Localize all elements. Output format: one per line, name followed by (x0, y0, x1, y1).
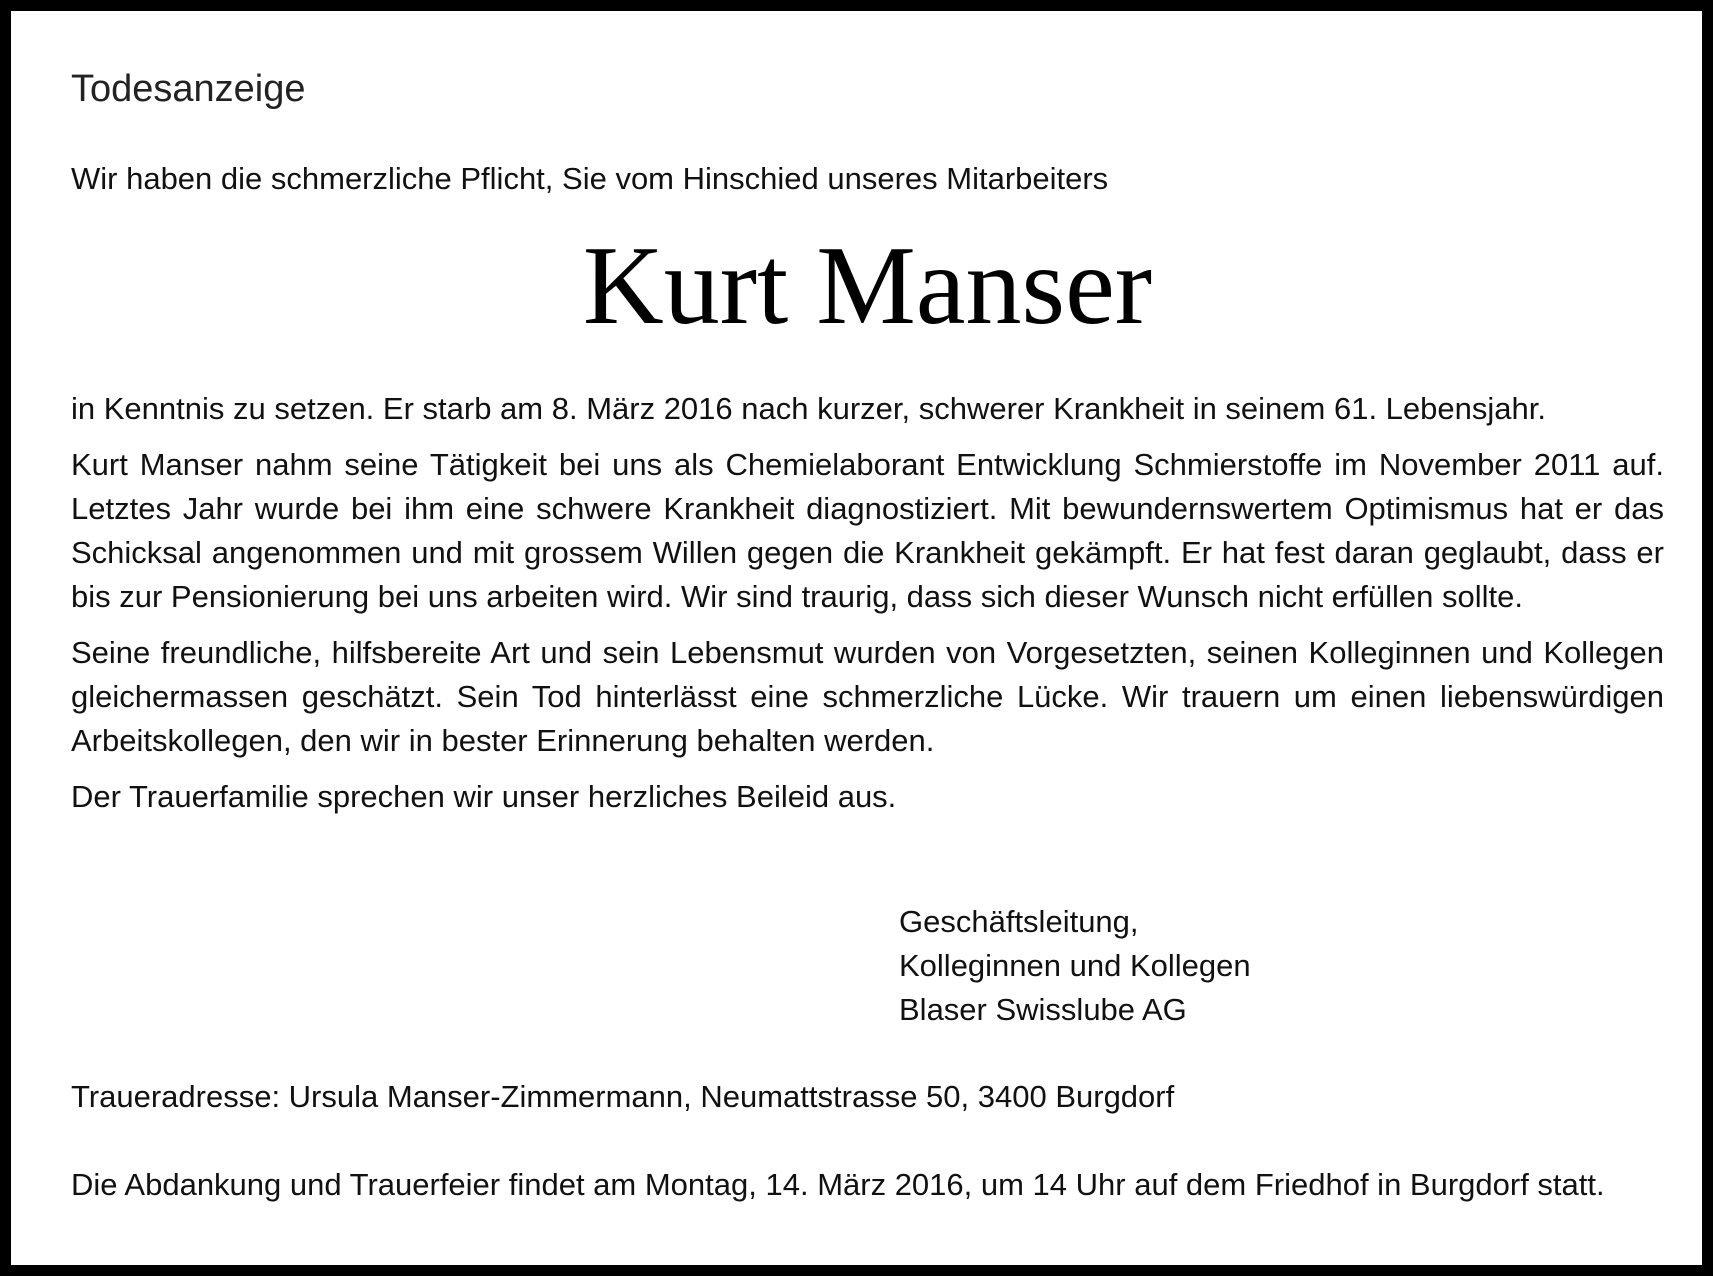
paragraph-announcement: in Kenntnis zu setzen. Er starb am 8. März 2016 nach kurzer, schwerer Krankheit in seinem 61. Lebensjahr. (71, 391, 1546, 426)
paragraph-career: Kurt Manser nahm seine Tätigkeit bei uns als Chemielaborant Entwicklung Schmierstoffe im November 2011 auf. Letztes Jahr wurde bei ihm eine schwere Krankheit diagnostiziert. Mit bewundernswertem Optimismus hat er das Schicksal angenommen und mit grossem Willen gegen die Krankheit gekämpft. Er hat fest daran geglaubt, dass er bis zur Pensionierung bei uns arbeiten wird. Wir sind traurig, dass sich dieser Wunsch nicht erfüllen sollte. (71, 447, 1664, 614)
paragraph-tribute: Seine freundliche, hilfsbereite Art und sein Lebensmut wurden von Vorgesetzten, seinen Kolleginnen und Kollegen gleichermassen geschätzt. Sein Tod hinterlässt eine schmerzliche Lücke. Wir trauern um einen liebenswürdigen Arbeitskollegen, den wir in bester Erinnerung behalten werden. (71, 635, 1664, 758)
intro-line: Wir haben die schmerzliche Pflicht, Sie vom Hinschied unseres Mitarbeiters (71, 161, 1109, 196)
ceremony-info: Die Abdankung und Trauerfeier findet am Montag, 14. März 2016, um 14 Uhr auf dem Friedhof in Burgdorf statt. (71, 1167, 1605, 1202)
paragraph-condolences: Der Trauerfamilie sprechen wir unser herzliches Beileid aus. (71, 779, 897, 814)
deceased-name: Kurt Manser (582, 224, 1153, 348)
mourning-address: Traueradresse: Ursula Manser-Zimmermann, Neumattstrasse 50, 3400 Burgdorf (71, 1079, 1175, 1114)
signature-line-colleagues: Kolleginnen und Kollegen (899, 948, 1251, 983)
signature-line-management: Geschäftsleitung, (899, 904, 1139, 939)
obituary-body (71, 387, 1664, 831)
signature-block (899, 900, 1251, 1032)
notice-label: Todesanzeige (71, 68, 306, 110)
signature-line-company: Blaser Swisslube AG (899, 992, 1187, 1027)
